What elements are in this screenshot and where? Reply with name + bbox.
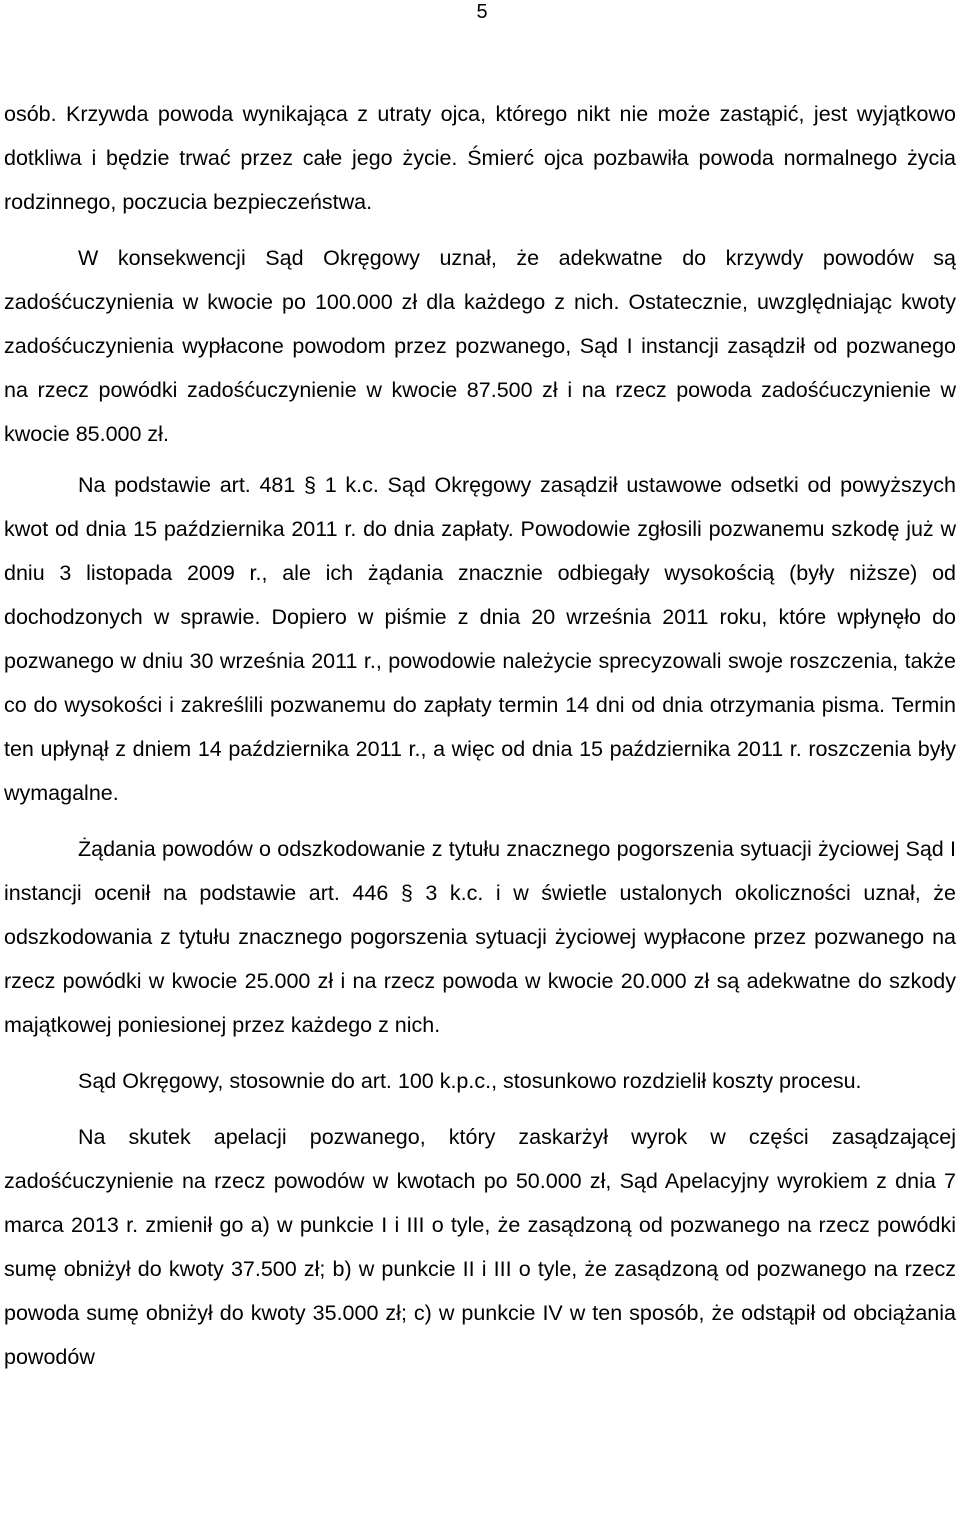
paragraph-6: Na skutek apelacji pozwanego, który zaskarżył wyrok w części zasądzającej zadośćuczynienie na rzecz powodów w kwotach po 50.000 zł, Sąd Apelacyjny wyrokiem z dnia 7 marca 2013 r. zmienił go a) w punkcie I i III o tyle, że zasądzoną od pozwanego na rzecz powódki sumę obniżył do kwoty 37.500 zł; b) w punkcie II i III o tyle, że zasądzoną od pozwanego na rzecz powoda sumę obniżył do kwoty 35.000 zł; c) w punkcie IV w ten sposób, że odstąpił od obciążania powodów xyxy=(4,1125,956,1369)
document-body xyxy=(4,92,956,1379)
page-number: 5 xyxy=(476,1,488,23)
paragraph-4: Żądania powodów o odszkodowanie z tytułu znacznego pogorszenia sytuacji życiowej Sąd I instancji ocenił na podstawie art. 446 § 3 k.c. i w świetle ustalonych okoliczności uznał, że odszkodowania z tytułu znacznego pogorszenia sytuacji życiowej wypłacone przez pozwanego na rzecz powódki w kwocie 25.000 zł i na rzecz powoda w kwocie 20.000 zł są adekwatne do szkody majątkowej poniesionej przez każdego z nich. xyxy=(4,837,956,1037)
paragraph-1: osób. Krzywda powoda wynikająca z utraty ojca, którego nikt nie może zastąpić, jest wyjątkowo dotkliwa i będzie trwać przez całe jego życie. Śmierć ojca pozbawiła powoda normalnego życia rodzinnego, poczucia bezpieczeństwa. xyxy=(4,102,956,214)
paragraph-3: Na podstawie art. 481 § 1 k.c. Sąd Okręgowy zasądził ustawowe odsetki od powyższych kwot od dnia 15 października 2011 r. do dnia zapłaty. Powodowie zgłosili pozwanemu szkodę już w dniu 3 listopada 2009 r., ale ich żądania znacznie odbiegały wysokością (były niższe) od dochodzonych w sprawie. Dopiero w piśmie z dnia 20 września 2011 roku, które wpłynęło do pozwanego w dniu 30 września 2011 r., powodowie należycie sprecyzowali swoje roszczenia, także co do wysokości i zakreślili pozwanemu do zapłaty termin 14 dni od dnia otrzymania pisma. Termin ten upłynął z dniem 14 października 2011 r., a więc od dnia 15 października 2011 r. roszczenia były wymagalne. xyxy=(4,473,956,805)
paragraph-5: Sąd Okręgowy, stosownie do art. 100 k.p.c., stosunkowo rozdzielił koszty procesu. xyxy=(78,1069,862,1093)
paragraph-2: W konsekwencji Sąd Okręgowy uznał, że adekwatne do krzywdy powodów są zadośćuczynienia w kwocie po 100.000 zł dla każdego z nich. Ostatecznie, uwzględniając kwoty zadośćuczynienia wypłacone powodom przez pozwanego, Sąd I instancji zasądził od pozwanego na rzecz powódki zadośćuczynienie w kwocie 87.500 zł i na rzecz powoda zadośćuczynienie w kwocie 85.000 zł. xyxy=(4,246,956,446)
